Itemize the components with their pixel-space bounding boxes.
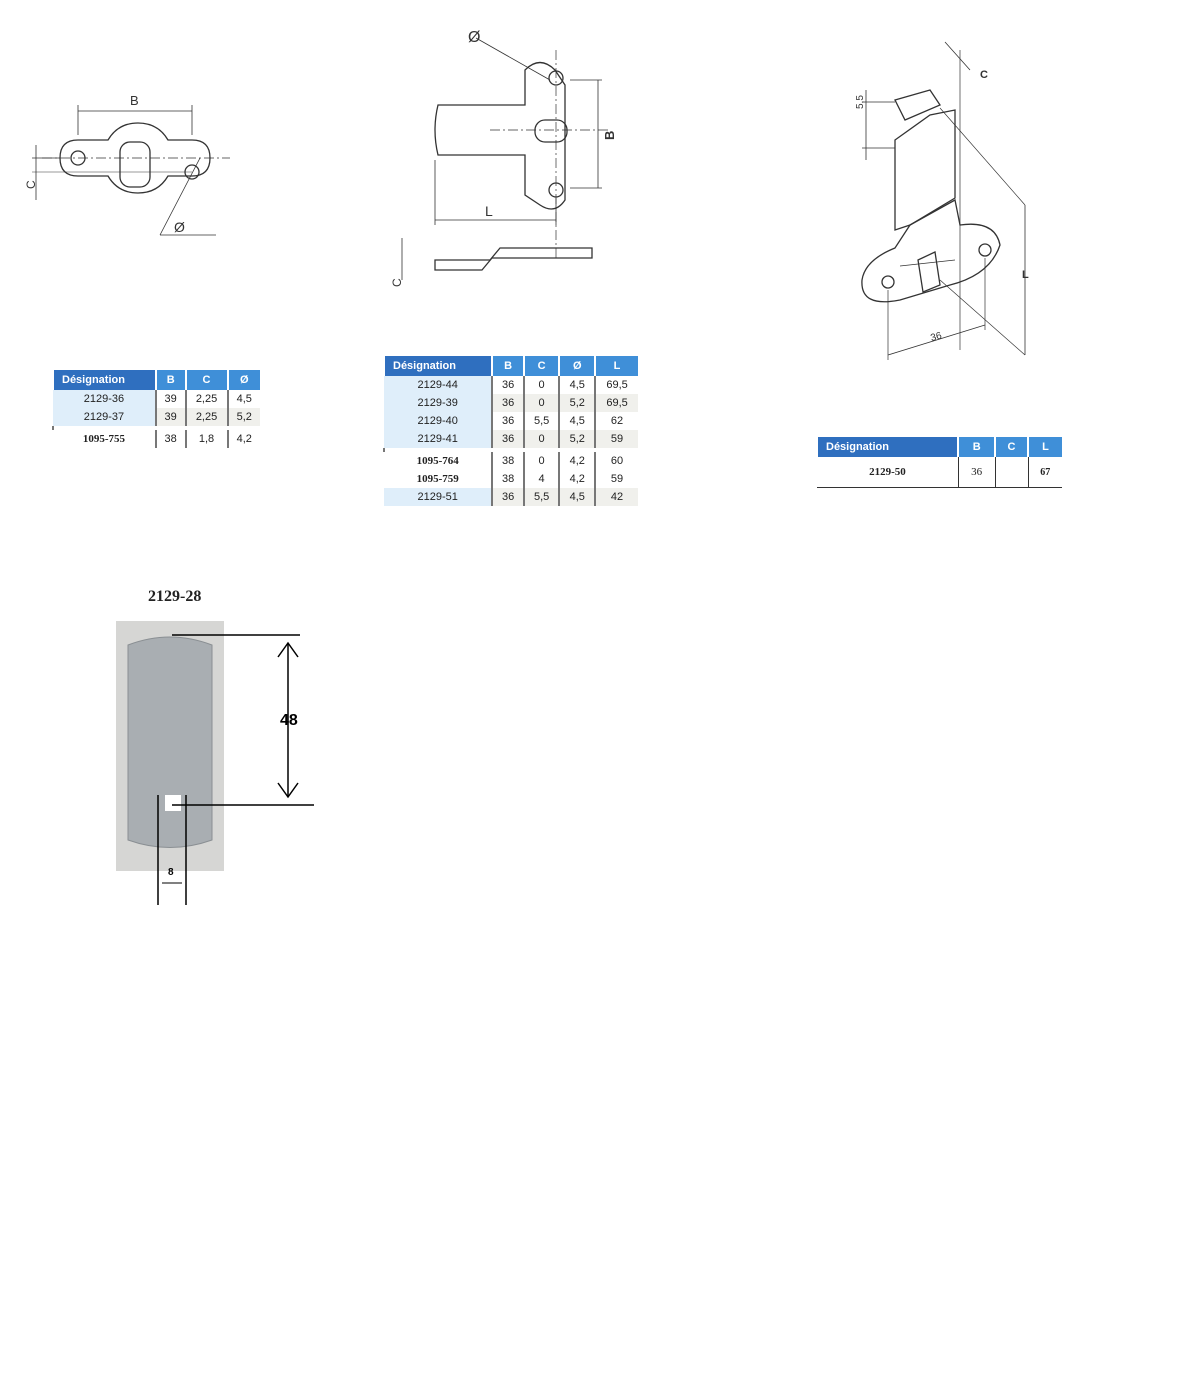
cell-dia: 5,2 bbox=[559, 394, 595, 412]
col-designation: Désignation bbox=[53, 370, 156, 390]
cell-b: 39 bbox=[156, 390, 186, 408]
cell-c: 4 bbox=[524, 470, 560, 488]
table-row bbox=[817, 457, 1062, 488]
hook-square-slot bbox=[918, 252, 940, 292]
cell-designation: 2129-37 bbox=[53, 408, 156, 426]
t-dim-dia-label: Ø bbox=[468, 29, 481, 46]
metal-cam-plate bbox=[128, 637, 212, 848]
cell-b: 38 bbox=[156, 430, 186, 448]
table-header-row bbox=[53, 370, 260, 390]
cell-designation: 2129-51 bbox=[384, 488, 492, 506]
cell-c: 0 bbox=[524, 394, 560, 412]
t-dim-b-label: B bbox=[602, 130, 617, 140]
cell-b: 36 bbox=[492, 412, 523, 430]
col-b: B bbox=[156, 370, 186, 390]
metal-cam-square-hole bbox=[165, 795, 181, 811]
table-header-row bbox=[817, 437, 1062, 457]
cell-l: 42 bbox=[595, 488, 638, 506]
cell-l: 67 bbox=[1028, 457, 1062, 488]
cell-designation: 2129-41 bbox=[384, 430, 492, 448]
cell-c: 5,5 bbox=[524, 412, 560, 430]
dim-c-label: C bbox=[24, 180, 38, 189]
cell-b: 36 bbox=[492, 430, 523, 448]
cell-designation: 2129-39 bbox=[384, 394, 492, 412]
cell-l: 60 bbox=[595, 452, 638, 470]
cell-dia: 4,5 bbox=[559, 412, 595, 430]
cell-l: 59 bbox=[595, 430, 638, 448]
table-row bbox=[53, 390, 260, 408]
cell-dia: 5,2 bbox=[559, 430, 595, 448]
t-dim-c-label: C bbox=[390, 278, 404, 287]
t-cam-outline bbox=[435, 63, 565, 210]
col-b: B bbox=[492, 356, 523, 376]
table-row bbox=[384, 470, 638, 488]
dim-b-label: B bbox=[130, 93, 139, 108]
col-c: C bbox=[186, 370, 228, 390]
cell-designation: 1095-755 bbox=[53, 430, 156, 448]
cell-c: 2,25 bbox=[186, 390, 228, 408]
cell-l: 62 bbox=[595, 412, 638, 430]
cell-c: 0 bbox=[524, 430, 560, 448]
photo-title: 2129-28 bbox=[148, 588, 202, 605]
cell-l: 69,5 bbox=[595, 394, 638, 412]
hook-left-hole bbox=[882, 276, 894, 288]
table-header-row bbox=[384, 356, 638, 376]
square-slot bbox=[120, 142, 150, 187]
hook-upper-tab bbox=[895, 90, 940, 120]
cell-designation: 2129-36 bbox=[53, 390, 156, 408]
col-l: L bbox=[595, 356, 638, 376]
photo-cam-2129-28 bbox=[110, 615, 320, 910]
cell-dia: 4,5 bbox=[559, 488, 595, 506]
t-cam-slot bbox=[535, 120, 567, 142]
photo-width-label: 8 bbox=[168, 867, 174, 878]
cell-b: 38 bbox=[492, 470, 523, 488]
cell-dia: 4,5 bbox=[559, 376, 595, 394]
cell-c: 0 bbox=[524, 376, 560, 394]
hook-arm bbox=[895, 110, 955, 230]
cell-dia: 4,2 bbox=[559, 470, 595, 488]
table-row bbox=[53, 408, 260, 426]
hook-dim-36-label: 36 bbox=[929, 330, 943, 345]
hook-right-hole bbox=[979, 244, 991, 256]
table-row bbox=[53, 430, 260, 448]
col-designation: Désignation bbox=[384, 356, 492, 376]
col-c: C bbox=[995, 437, 1028, 457]
hook-dim-c-label: C bbox=[980, 69, 988, 81]
table-row bbox=[384, 412, 638, 430]
col-b: B bbox=[958, 437, 995, 457]
hook-dim-l-label: L bbox=[1022, 269, 1029, 281]
cell-b: 36 bbox=[492, 488, 523, 506]
cell-designation: 2129-50 bbox=[817, 457, 958, 488]
t-dim-l-label: L bbox=[485, 203, 493, 219]
table-row bbox=[384, 452, 638, 470]
col-dia: Ø bbox=[228, 370, 260, 390]
cell-c: 1,8 bbox=[186, 430, 228, 448]
cell-dia: 4,5 bbox=[228, 390, 260, 408]
cell-c: 0 bbox=[524, 452, 560, 470]
col-l: L bbox=[1028, 437, 1062, 457]
table-row bbox=[384, 430, 638, 448]
hook-dim-55-label: 5,5 bbox=[855, 95, 866, 109]
spec-table-t-cam bbox=[383, 356, 638, 506]
cell-designation: 1095-759 bbox=[384, 470, 492, 488]
cell-dia: 5,2 bbox=[228, 408, 260, 426]
drawing-cam-t bbox=[380, 20, 640, 300]
spec-table-flat-cam bbox=[52, 370, 260, 448]
photo-length-label: 48 bbox=[280, 712, 298, 729]
col-c: C bbox=[524, 356, 560, 376]
t-cam-side-view bbox=[435, 248, 592, 270]
cell-dia: 4,2 bbox=[228, 430, 260, 448]
cell-b: 36 bbox=[492, 376, 523, 394]
table-row bbox=[384, 394, 638, 412]
cell-b: 36 bbox=[958, 457, 995, 488]
drawing-cam-hook bbox=[840, 30, 1060, 370]
spec-table-hook-cam bbox=[816, 437, 1062, 488]
table-row bbox=[384, 488, 638, 506]
cell-l: 59 bbox=[595, 470, 638, 488]
cell-l: 69,5 bbox=[595, 376, 638, 394]
cell-designation: 2129-40 bbox=[384, 412, 492, 430]
cell-designation: 1095-764 bbox=[384, 452, 492, 470]
cell-b: 39 bbox=[156, 408, 186, 426]
cell-dia: 4,2 bbox=[559, 452, 595, 470]
dim-dia-label: Ø bbox=[174, 219, 185, 235]
cell-designation: 2129-44 bbox=[384, 376, 492, 394]
cell-c: 2,25 bbox=[186, 408, 228, 426]
table-row bbox=[384, 376, 638, 394]
drawing-cam-flat bbox=[20, 85, 250, 245]
col-designation: Désignation bbox=[817, 437, 958, 457]
cell-b: 36 bbox=[492, 394, 523, 412]
cell-b: 38 bbox=[492, 452, 523, 470]
cell-c bbox=[995, 457, 1028, 488]
cell-c: 5,5 bbox=[524, 488, 560, 506]
col-dia: Ø bbox=[559, 356, 595, 376]
